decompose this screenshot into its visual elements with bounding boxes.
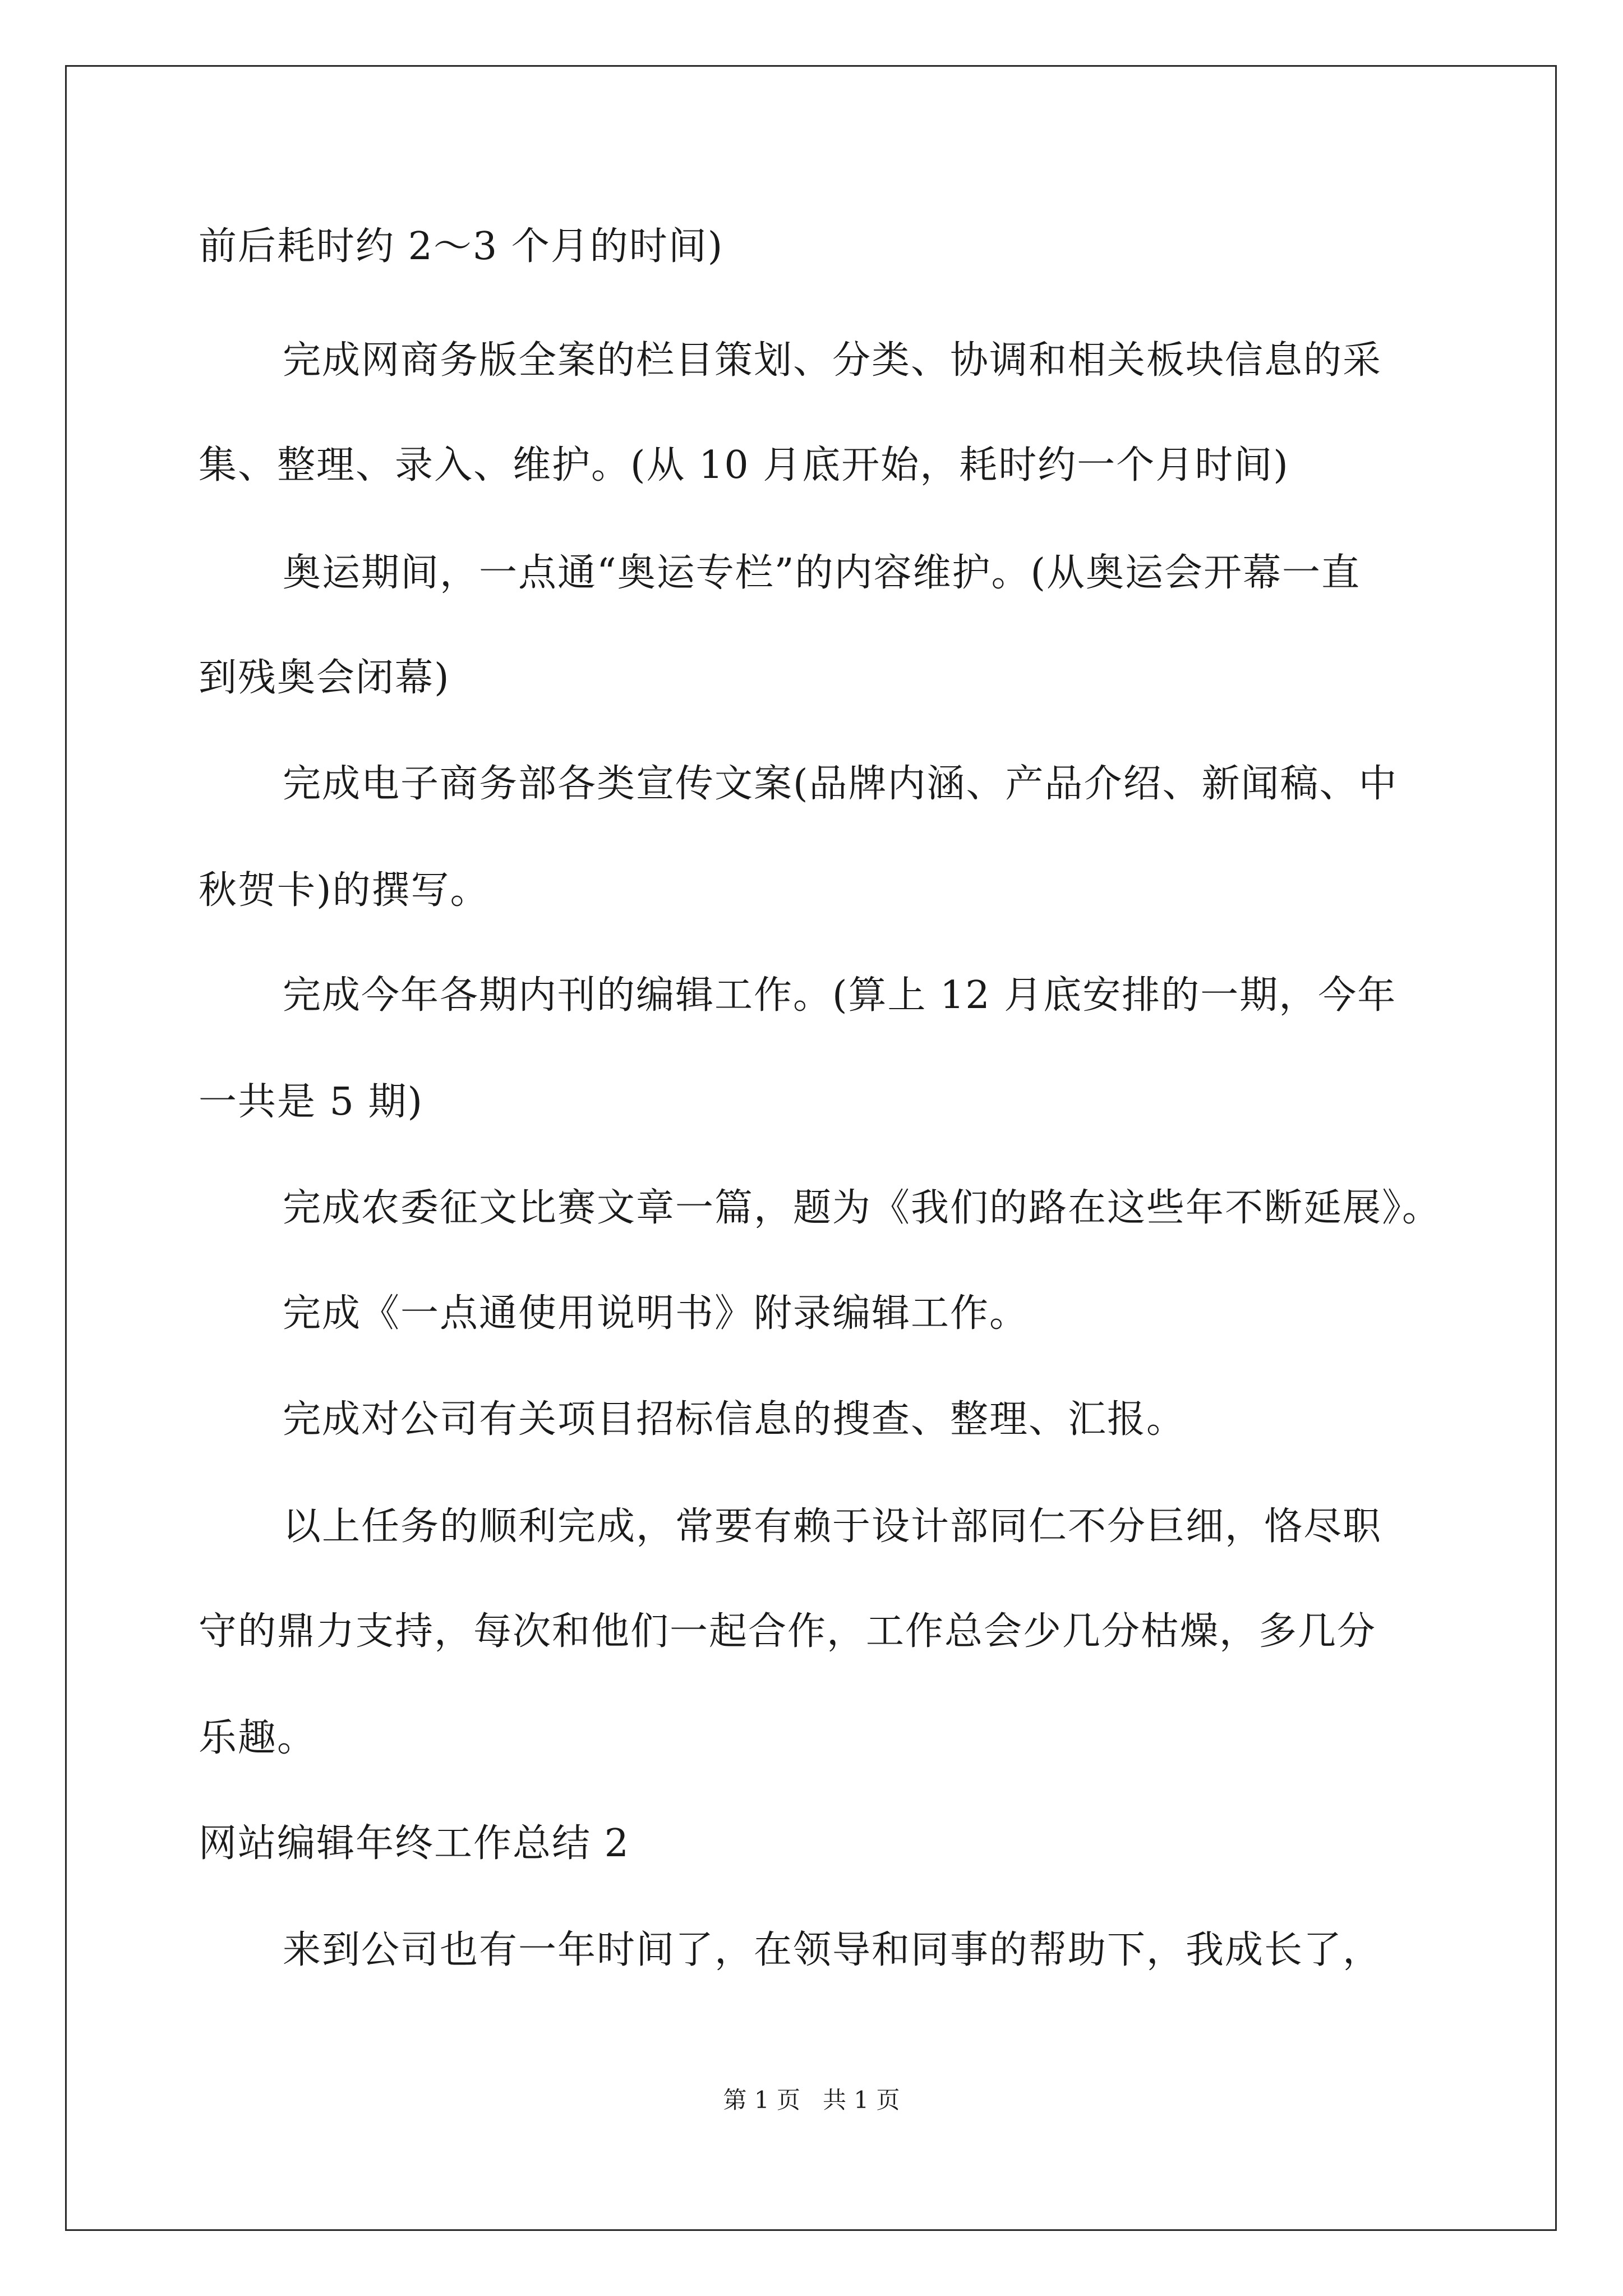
- text-line: 集、整理、录入、维护。(从 10 月底开始，耗时约一个月时间): [199, 443, 1289, 487]
- paragraph-line: 完成网商务版全案的栏目策划、分类、协调和相关板块信息的采: [283, 338, 1382, 383]
- text-line: 一共是 5 期): [199, 1080, 424, 1124]
- text-line: 乐趣。: [199, 1716, 317, 1760]
- paragraph-line: 完成今年各期内刊的编辑工作。(算上 12 月底安排的一期，今年: [283, 973, 1397, 1018]
- page-border: [65, 65, 1557, 2231]
- text-line: 前后耗时约 2～3 个月的时间): [199, 224, 724, 269]
- paragraph-line: 来到公司也有一年时间了，在领导和同事的帮助下，我成长了，: [283, 1928, 1382, 1972]
- text-line: 守的鼎力支持，每次和他们一起合作，工作总会少几分枯燥，多几分: [199, 1609, 1377, 1654]
- paragraph-line: 完成《一点通使用说明书》附录编辑工作。: [283, 1291, 1029, 1336]
- paragraph-line: 奥运期间，一点通“奥运专栏”的内容维护。(从奥运会开幕一直: [283, 551, 1361, 595]
- text-line: 秋贺卡)的撰写。: [199, 868, 490, 913]
- section-heading: 网站编辑年终工作总结 2: [199, 1821, 630, 1866]
- paragraph-line: 以上任务的顺利完成，常要有赖于设计部同仁不分巨细，恪尽职: [283, 1504, 1382, 1549]
- page-number-footer: 第 1 页 共 1 页: [723, 2086, 900, 2114]
- paragraph-line: 完成电子商务部各类宣传文案(品牌内涵、产品介绍、新闻稿、中: [283, 762, 1398, 806]
- paragraph-line: 完成农委征文比赛文章一篇，题为《我们的路在这些年不断延展》。: [283, 1186, 1442, 1230]
- paragraph-line: 完成对公司有关项目招标信息的搜查、整理、汇报。: [283, 1397, 1186, 1442]
- text-line: 到残奥会闭幕): [199, 656, 450, 700]
